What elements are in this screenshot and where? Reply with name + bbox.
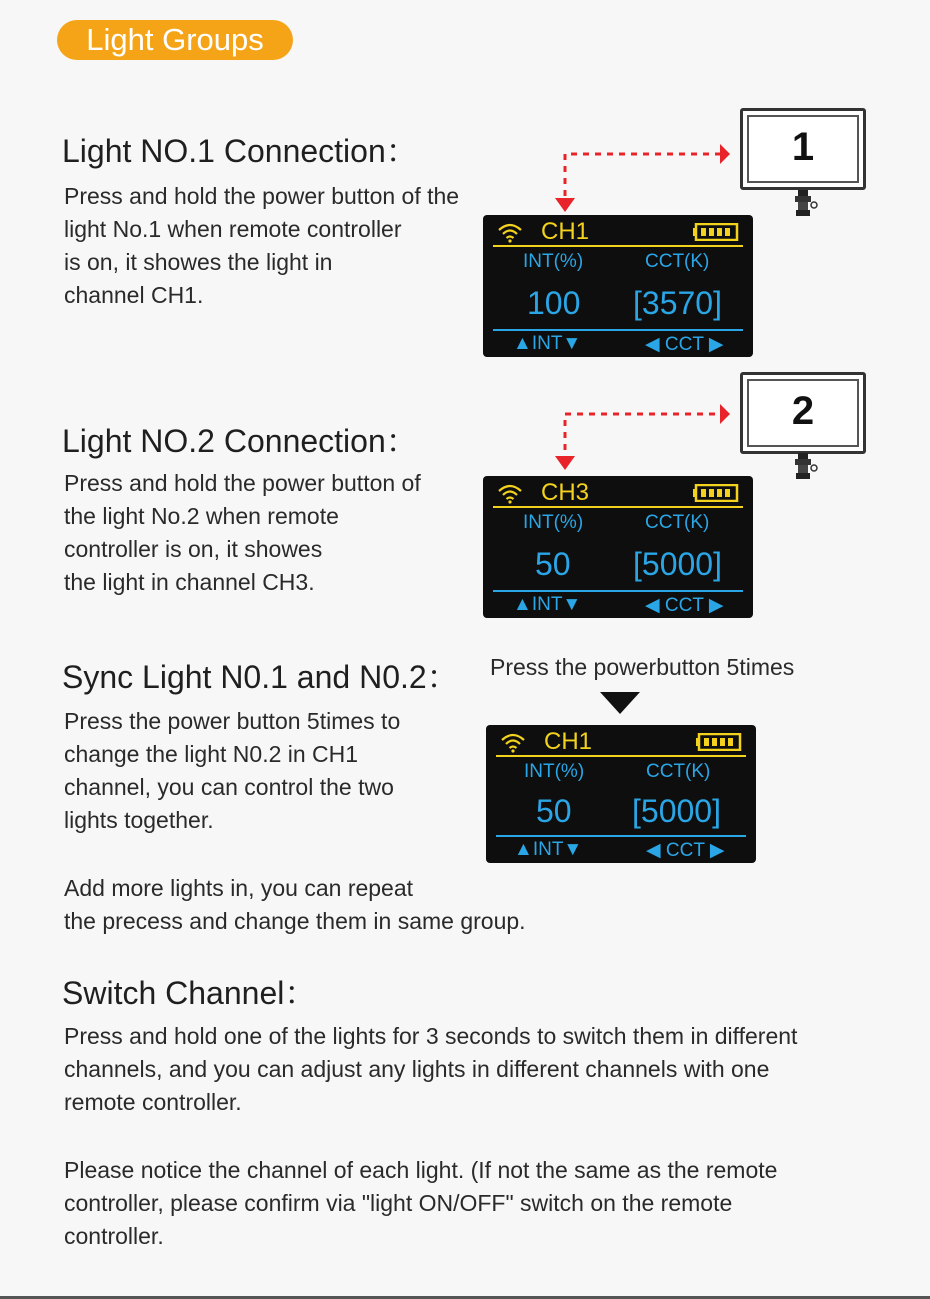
- section4-text: [64, 1020, 797, 1119]
- wifi-icon: [500, 731, 526, 753]
- text-line: Press and hold the power button of: [64, 470, 421, 496]
- cct-value: 3570: [641, 285, 714, 321]
- battery-icon: [693, 223, 739, 241]
- light-mount-icon: [792, 453, 818, 485]
- int-control: ▲INT▼: [513, 594, 582, 615]
- cct-control-label: CCT: [664, 334, 704, 355]
- remote-screen-1: [483, 215, 753, 357]
- light-number: 1: [791, 125, 815, 169]
- battery-icon: [693, 484, 739, 502]
- int-control-label: INT: [531, 333, 563, 354]
- cct-value-box: [5000]: [633, 546, 722, 582]
- remote-screen-3: [486, 725, 756, 863]
- channel-label: CH1: [541, 218, 590, 245]
- section4-notice: [64, 1154, 777, 1253]
- cct-control: ◀ CCT ▶: [646, 840, 725, 861]
- wifi-icon: [497, 221, 523, 243]
- cct-value: 5000: [640, 793, 713, 829]
- cct-label: CCT(K): [645, 512, 710, 533]
- section1-text: [64, 180, 459, 312]
- text-line: channel, you can control the two: [64, 774, 394, 800]
- cct-control-label: CCT: [664, 595, 704, 616]
- text-line: Press and hold the power button of the: [64, 183, 460, 209]
- text-line: channels, and you can adjust any lights in different channels with one: [64, 1056, 770, 1082]
- text-line: Press and hold one of the lights for 3 seconds to switch them in different: [64, 1023, 798, 1049]
- section3-heading: Sync Light N0.1 and N0.2：: [62, 659, 459, 695]
- cct-label: CCT(K): [646, 761, 711, 782]
- text-line: lights together.: [64, 807, 214, 833]
- text-line: channel CH1.: [64, 282, 204, 308]
- channel-label: CH1: [544, 728, 593, 755]
- section2-text: [64, 467, 421, 599]
- section3-extra-text: [64, 872, 526, 938]
- int-label: INT(%): [523, 251, 584, 272]
- text-line: Add more lights in, you can repeat: [64, 875, 414, 901]
- cct-control: ◀ CCT ▶: [645, 334, 724, 355]
- red-dotted-arrow-2: [540, 400, 740, 476]
- text-line: change the light N0.2 in CH1: [64, 741, 359, 767]
- light-panel-1: [740, 108, 866, 190]
- text-line: light No.1 when remote controller: [64, 216, 402, 242]
- cct-value-box: [3570]: [633, 285, 722, 321]
- light-number: 2: [791, 389, 815, 433]
- cct-control: ◀ CCT ▶: [645, 595, 724, 616]
- light-mount-icon: [792, 190, 818, 222]
- int-control-label: INT: [532, 839, 564, 860]
- int-value: 50: [535, 546, 571, 582]
- int-label: INT(%): [524, 761, 585, 782]
- title-badge: Light Groups: [57, 20, 293, 60]
- text-line: the light No.2 when remote: [64, 503, 339, 529]
- cct-value-box: [5000]: [632, 793, 721, 829]
- text-line: the light in channel CH3.: [64, 569, 315, 595]
- int-control: ▲INT▼: [514, 839, 583, 860]
- light-panel-2: [740, 372, 866, 454]
- battery-icon: [696, 733, 742, 751]
- text-line: the precess and change them in same group.: [64, 908, 526, 934]
- int-value: 50: [536, 793, 572, 829]
- text-line: controller is on, it showes: [64, 536, 323, 562]
- press-note: Press the powerbutton 5times: [490, 654, 795, 680]
- int-label: INT(%): [523, 512, 584, 533]
- text-line: Press the power button 5times to: [64, 708, 401, 734]
- int-control-label: INT: [531, 594, 563, 615]
- int-value: 100: [527, 285, 581, 321]
- text-line: controller.: [64, 1223, 164, 1249]
- section2-heading: Light NO.2 Connection：: [62, 423, 418, 459]
- cct-value: 5000: [641, 546, 714, 582]
- section4-heading: Switch Channel：: [62, 975, 317, 1011]
- remote-screen-2: [483, 476, 753, 618]
- wifi-icon: [497, 482, 523, 504]
- section1-heading: Light NO.1 Connection：: [62, 133, 418, 169]
- cct-label: CCT(K): [645, 251, 710, 272]
- section3-text: [64, 705, 400, 837]
- down-triangle-icon: [598, 690, 642, 716]
- cct-control-label: CCT: [665, 840, 705, 861]
- red-dotted-arrow-1: [540, 138, 740, 218]
- channel-label: CH3: [541, 479, 590, 506]
- text-line: remote controller.: [64, 1089, 242, 1115]
- text-line: controller, please confirm via "light ON/OFF" switch on the remote: [64, 1190, 733, 1216]
- int-control: ▲INT▼: [513, 333, 582, 354]
- text-line: is on, it showes the light in: [64, 249, 333, 275]
- text-line: Please notice the channel of each light. (If not the same as the remote: [64, 1157, 778, 1183]
